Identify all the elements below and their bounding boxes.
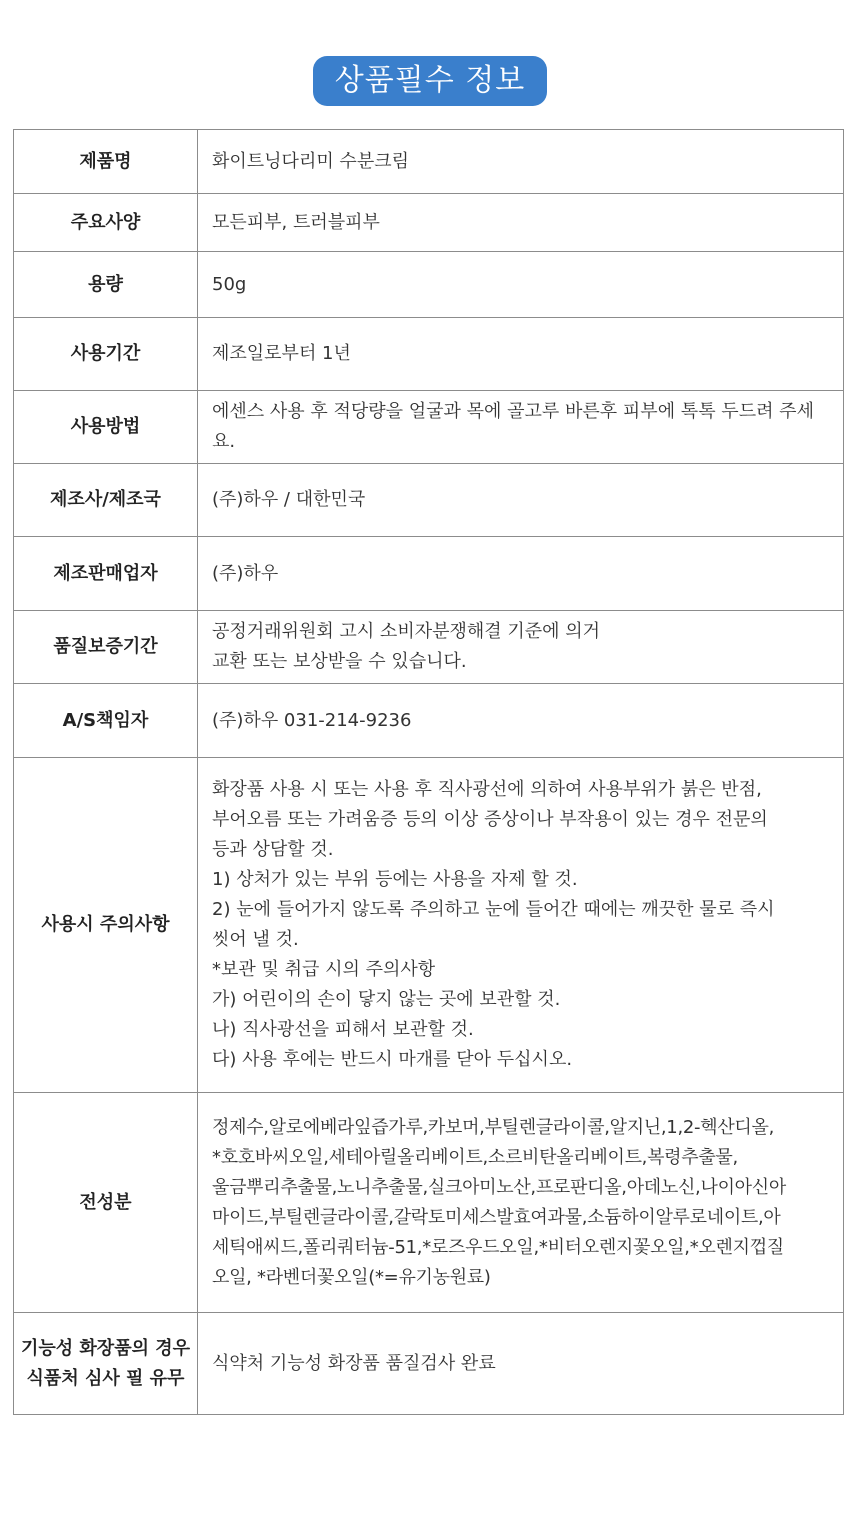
row-value-precautions: 화장품 사용 시 또는 사용 후 직사광선에 의하여 사용부위가 붉은 반점, 부어오름 또는 가려움증 등의 이상 증상이나 부작용이 있는 경우 전문의 등과 상담할 것. 1) 상처가 있는 부위 등에는 사용을 자제 할 것. 2) 눈에 들어가지 않도록 주의하고 눈에 들어간 때에는 깨끗한 물로 즉시 씻어 낼 것. *보관 및 취급 시의 주의사항 가) 어린이의 손이 닿지 않는 곳에 보관할 것. 나) 직사광선을 피해서 보관할 것. 다) 사용 후에는 반드시 마개를 닫아 두십시오.: [198, 758, 844, 1093]
row-value-distributor: (주)하우: [198, 537, 844, 611]
row-label-as-contact: A/S책임자: [14, 684, 198, 758]
row-label-product-name: 제품명: [14, 130, 198, 194]
row-value-usage: 에센스 사용 후 적당량을 얼굴과 목에 골고루 바른후 피부에 톡톡 두드려 주세요.: [198, 391, 844, 464]
table-row: [14, 318, 844, 391]
title-wrap: [0, 56, 860, 106]
row-value-product-name: 화이트닝다리미 수분크림: [198, 130, 844, 194]
table-row: [14, 194, 844, 252]
row-label-specs: 주요사양: [14, 194, 198, 252]
row-value-ingredients: 정제수,알로에베라잎즙가루,카보머,부틸렌글라이콜,알지닌,1,2-헥산디올, *호호바씨오일,세테아릴올리베이트,소르비탄올리베이트,복령추출물, 울금뿌리추출물,노니추출물,실크아미노산,프로판디올,아데노신,나이아신아 마이드,부틸렌글라이콜,갈락토미세스발효여과물,소듐하이알루로네이트,아 세틱애씨드,폴리쿼터늄-51,*로즈우드오일,*비터오렌지꽃오일,*오렌지껍질 오일, *라벤더꽃오일(*=유기농원료): [198, 1093, 844, 1313]
row-label-volume: 용량: [14, 252, 198, 318]
table-row: [14, 252, 844, 318]
row-value-warranty: 공정거래위원회 고시 소비자분쟁해결 기준에 의거 교환 또는 보상받을 수 있습니다.: [198, 611, 844, 684]
table-row: [14, 537, 844, 611]
row-label-warranty: 품질보증기간: [14, 611, 198, 684]
page-title: 상품필수 정보: [313, 56, 547, 106]
row-label-functional-review: 기능성 화장품의 경우 식품처 심사 필 유무: [14, 1313, 198, 1415]
row-value-specs: 모든피부, 트러블피부: [198, 194, 844, 252]
product-info-table: [13, 129, 844, 1415]
row-value-manufacturer: (주)하우 / 대한민국: [198, 464, 844, 537]
table-row: [14, 611, 844, 684]
row-label-shelf-life: 사용기간: [14, 318, 198, 391]
row-label-precautions: 사용시 주의사항: [14, 758, 198, 1093]
row-value-as-contact: (주)하우 031-214-9236: [198, 684, 844, 758]
row-label-ingredients: 전성분: [14, 1093, 198, 1313]
row-value-shelf-life: 제조일로부터 1년: [198, 318, 844, 391]
table-row: [14, 1313, 844, 1415]
table-row: [14, 758, 844, 1093]
table-row: [14, 1093, 844, 1313]
row-label-distributor: 제조판매업자: [14, 537, 198, 611]
row-label-manufacturer: 제조사/제조국: [14, 464, 198, 537]
row-value-functional-review: 식약처 기능성 화장품 품질검사 완료: [198, 1313, 844, 1415]
row-label-usage: 사용방법: [14, 391, 198, 464]
table-row: [14, 464, 844, 537]
table-row: [14, 684, 844, 758]
table-row: [14, 391, 844, 464]
table-row: [14, 130, 844, 194]
row-value-volume: 50g: [198, 252, 844, 318]
